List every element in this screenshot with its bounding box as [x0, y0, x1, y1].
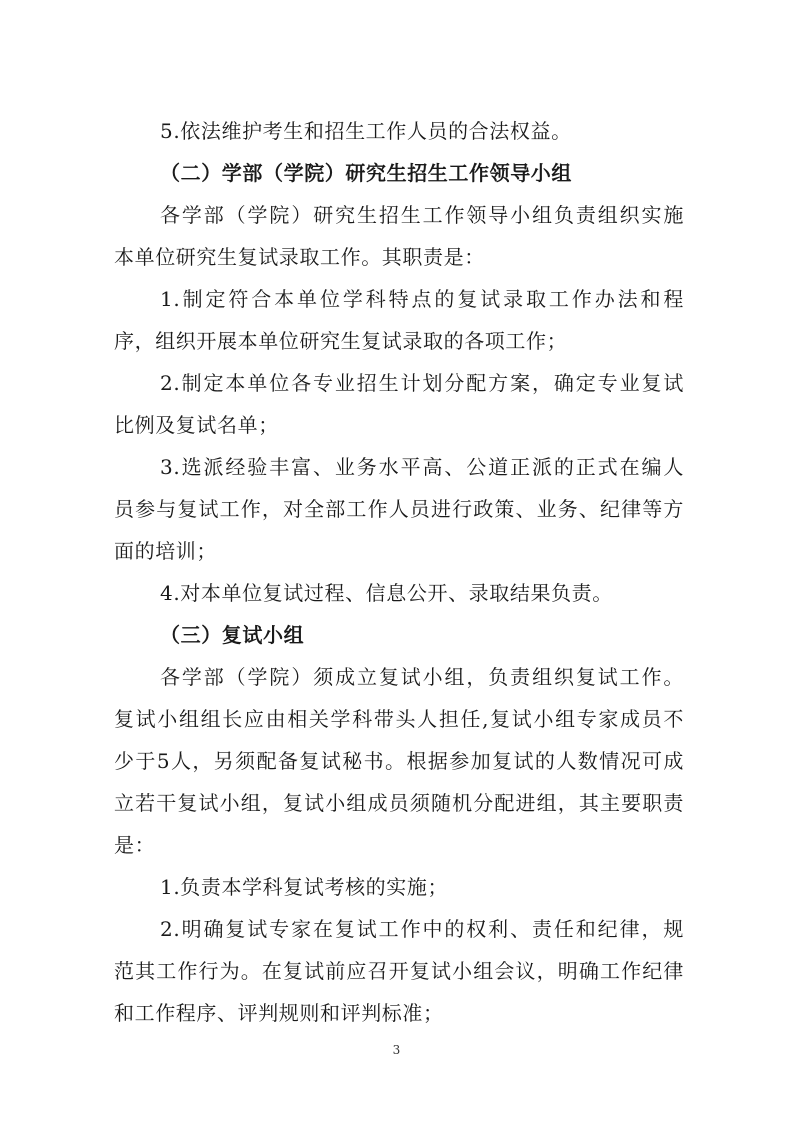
paragraph-line: 5.依法维护考生和招生工作人员的合法权益。 — [160, 119, 572, 143]
paragraph-line: 2.制定本单位各专业招生计划分配方案，确定专业复试 — [160, 371, 684, 395]
paragraph-line: 面的培训； — [114, 539, 217, 563]
paragraph-line: 范其工作行为。在复试前应召开复试小组会议，明确工作纪律 — [114, 959, 684, 983]
paragraph-line: 本单位研究生复试录取工作。其职责是： — [114, 245, 485, 269]
paragraph-line: 2.明确复试专家在复试工作中的权利、责任和纪律，规 — [160, 917, 684, 941]
paragraph-line: 复试小组组长应由相关学科带头人担任,复试小组专家成员不 — [114, 707, 684, 731]
section-heading: （三）复试小组 — [160, 623, 305, 647]
paragraph-line: 1.制定符合本单位学科特点的复试录取工作办法和程 — [160, 287, 684, 311]
paragraph-line: 3.选派经验丰富、业务水平高、公道正派的正式在编人 — [160, 455, 684, 479]
paragraph-line: 序，组织开展本单位研究生复试录取的各项工作； — [114, 329, 568, 353]
paragraph-line: 少于5人，另须配备复试秘书。根据参加复试的人数情况可成 — [114, 749, 684, 773]
paragraph-line: 员参与复试工作，对全部工作人员进行政策、业务、纪律等方 — [114, 497, 684, 521]
paragraph-line: 比例及复试名单； — [114, 413, 279, 437]
paragraph-line: 和工作程序、评判规则和评判标准； — [114, 1001, 444, 1025]
paragraph-line: 各学部（学院）须成立复试小组，负责组织复试工作。 — [160, 665, 684, 689]
paragraph-line: 各学部（学院）研究生招生工作领导小组负责组织实施 — [160, 203, 684, 227]
paragraph-line: 4.对本单位复试过程、信息公开、录取结果负责。 — [160, 581, 613, 605]
paragraph-line: 1.负责本学科复试考核的实施； — [160, 875, 449, 899]
page-number: 3 — [392, 1043, 401, 1057]
paragraph-line: 是： — [114, 833, 156, 857]
section-heading: （二）学部（学院）研究生招生工作领导小组 — [160, 161, 572, 185]
paragraph-line: 立若干复试小组，复试小组成员须随机分配进组，其主要职责 — [114, 791, 684, 815]
